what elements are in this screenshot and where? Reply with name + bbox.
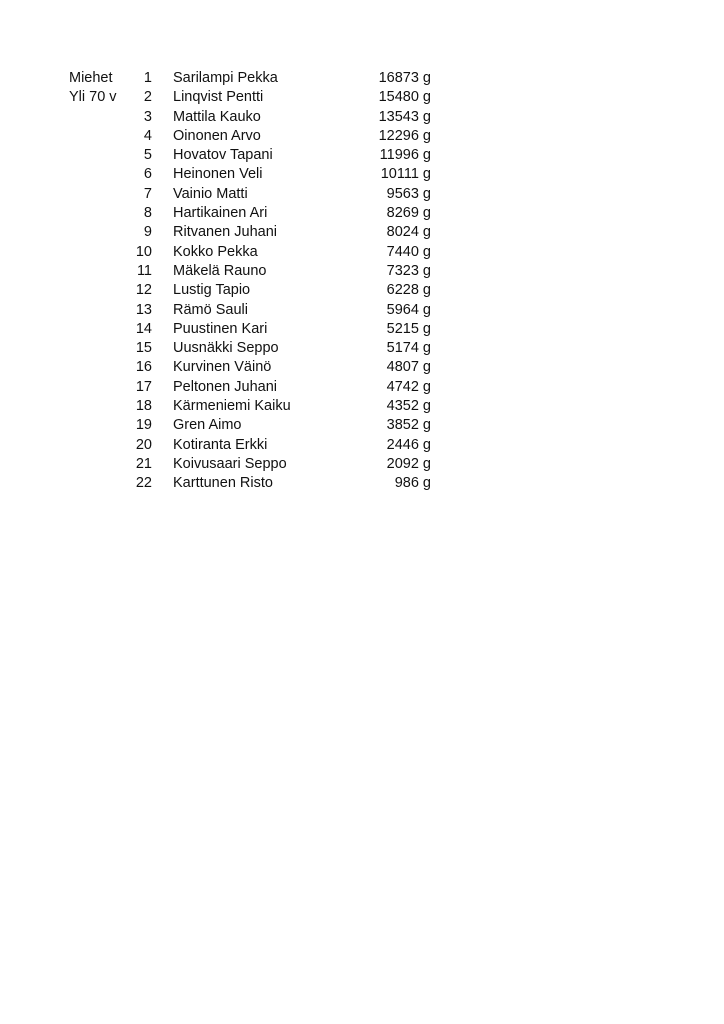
result-row: [0, 185, 724, 204]
result-rank: 16: [135, 359, 152, 376]
result-rank: 7: [143, 185, 152, 202]
result-row: [0, 127, 724, 146]
category-gender: Miehet: [69, 70, 113, 86]
result-rank: 22: [135, 475, 152, 492]
result-row: [0, 455, 724, 474]
result-rank: 9: [143, 224, 152, 241]
result-rank: 12: [135, 282, 152, 299]
catch-weight: 986 g: [394, 475, 431, 492]
result-rank: 19: [135, 417, 152, 434]
catch-weight: 4742 g: [386, 378, 431, 395]
result-rank: 10: [135, 243, 152, 260]
catch-weight: 16873 g: [378, 70, 431, 86]
catch-weight: 8269 g: [386, 205, 431, 222]
result-rank: 20: [135, 436, 152, 453]
result-row: [0, 436, 724, 455]
result-rank: 14: [135, 320, 152, 337]
catch-weight: 4352 g: [386, 398, 431, 415]
catch-weight: 5964 g: [386, 301, 431, 318]
result-row: [0, 416, 724, 435]
competitor-name: Sarilampi Pekka: [173, 70, 278, 86]
competitor-name: Koivusaari Seppo: [173, 455, 287, 472]
catch-weight: 15480 g: [378, 89, 431, 106]
result-row: [0, 358, 724, 377]
competitor-name: Mattila Kauko: [173, 108, 261, 125]
competitor-name: Heinonen Veli: [173, 166, 263, 183]
catch-weight: 9563 g: [386, 185, 431, 202]
competitor-name: Peltonen Juhani: [173, 378, 277, 395]
competitor-name: Mäkelä Rauno: [173, 262, 267, 279]
result-row: [0, 146, 724, 165]
catch-weight: 11996 g: [379, 147, 431, 164]
result-rank: 21: [135, 455, 152, 472]
catch-weight: 4807 g: [386, 359, 431, 376]
result-row: [0, 339, 724, 358]
catch-weight: 10111 g: [380, 166, 431, 183]
result-rank: 4: [143, 127, 152, 144]
competitor-name: Kotiranta Erkki: [173, 436, 268, 453]
competitor-name: Puustinen Kari: [173, 320, 268, 337]
catch-weight: 3852 g: [386, 417, 431, 434]
competitor-name: Uusnäkki Seppo: [173, 340, 279, 357]
result-row: [0, 243, 724, 262]
result-row: [0, 88, 724, 107]
result-row: [0, 397, 724, 416]
competitor-name: Kokko Pekka: [173, 243, 258, 260]
catch-weight: 7440 g: [386, 243, 431, 260]
catch-weight: 5174 g: [386, 340, 431, 357]
result-row: [0, 108, 724, 127]
result-row: [0, 223, 724, 242]
result-row: [0, 474, 724, 493]
catch-weight: 2092 g: [386, 455, 431, 472]
result-rank: 18: [135, 398, 152, 415]
result-rank: 11: [136, 262, 152, 279]
result-row: [0, 378, 724, 397]
catch-weight: 2446 g: [386, 436, 431, 453]
competitor-name: Oinonen Arvo: [173, 127, 261, 144]
result-row: [0, 69, 724, 88]
result-row: [0, 204, 724, 223]
result-row: [0, 320, 724, 339]
competitor-name: Hovatov Tapani: [173, 147, 273, 164]
category-age-class: Yli 70 v: [69, 89, 117, 106]
results-list: [0, 69, 724, 494]
result-row: [0, 281, 724, 300]
competitor-name: Kurvinen Väinö: [173, 359, 272, 376]
result-rank: 1: [143, 70, 152, 86]
result-row: [0, 262, 724, 281]
result-rank: 6: [143, 166, 152, 183]
catch-weight: 8024 g: [386, 224, 431, 241]
competitor-name: Ritvanen Juhani: [173, 224, 277, 241]
result-rank: 2: [143, 89, 152, 106]
competitor-name: Karttunen Risto: [173, 475, 273, 492]
competitor-name: Gren Aimo: [173, 417, 242, 434]
result-row: [0, 165, 724, 184]
competitor-name: Linqvist Pentti: [173, 89, 264, 106]
competitor-name: Kärmeniemi Kaiku: [173, 398, 291, 415]
result-rank: 5: [143, 147, 152, 164]
catch-weight: 13543 g: [378, 108, 431, 125]
competitor-name: Rämö Sauli: [173, 301, 248, 318]
result-rank: 3: [143, 108, 152, 125]
competitor-name: Vainio Matti: [173, 185, 248, 202]
result-rank: 13: [135, 301, 152, 318]
result-rank: 17: [135, 378, 152, 395]
competitor-name: Hartikainen Ari: [173, 205, 268, 222]
catch-weight: 6228 g: [386, 282, 431, 299]
competitor-name: Lustig Tapio: [173, 282, 251, 299]
result-rank: 8: [143, 205, 152, 222]
catch-weight: 5215 g: [386, 320, 431, 337]
catch-weight: 7323 g: [386, 262, 431, 279]
catch-weight: 12296 g: [378, 127, 431, 144]
result-row: [0, 301, 724, 320]
result-rank: 15: [135, 340, 152, 357]
